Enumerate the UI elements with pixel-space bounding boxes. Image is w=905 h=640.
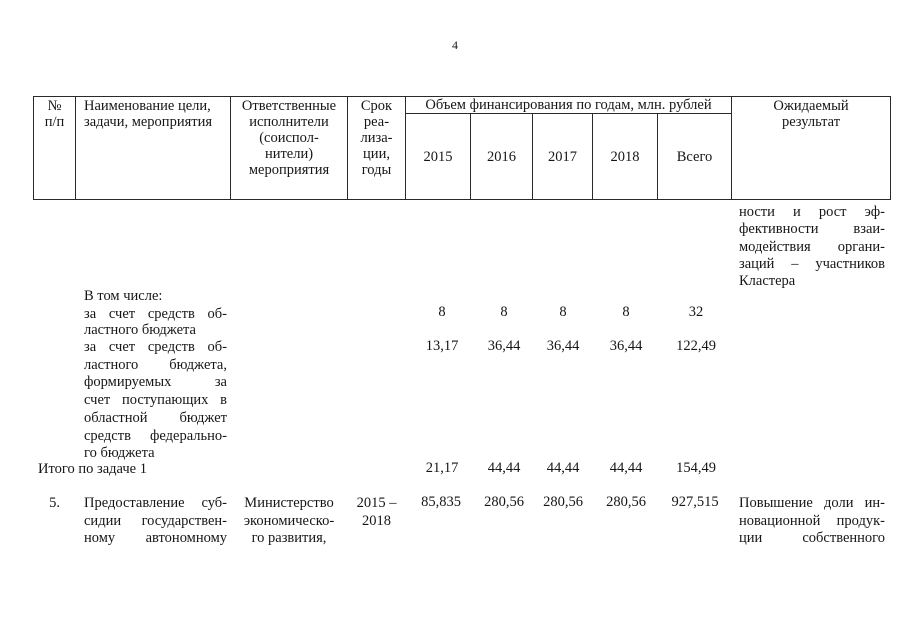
row5-2016: 280,56	[484, 494, 524, 510]
total-2017: 44,44	[546, 460, 580, 476]
header-year-2017: 2017	[548, 149, 577, 165]
total-2018: 44,44	[609, 460, 643, 476]
regional-2017: 8	[559, 304, 567, 320]
row5-2015: 85,835	[421, 494, 461, 510]
header-year-2016: 2016	[487, 149, 516, 165]
header-term: Срок реа- лиза- ции, годы	[360, 98, 393, 178]
total-total: 154,49	[676, 460, 716, 476]
regional-2015: 8	[438, 304, 446, 320]
federal-2018: 36,44	[609, 338, 643, 354]
regional-total: 32	[688, 304, 704, 320]
funding-subheader-line	[405, 113, 731, 114]
header-num: № п/п	[44, 98, 65, 130]
regional-2018: 8	[622, 304, 630, 320]
header-year-2015: 2015	[423, 149, 453, 165]
header-executors: Ответственные исполнители (соиспол- нители) мероприятия	[241, 98, 337, 178]
table-right-border	[890, 96, 891, 200]
federal-2017: 36,44	[546, 338, 580, 354]
row5-2018: 280,56	[606, 494, 646, 510]
federal-2015: 13,17	[425, 338, 459, 354]
total-2016: 44,44	[487, 460, 521, 476]
col-divider-1	[75, 96, 76, 200]
header-funding: Объем финансирования по годам, млн. рублей	[425, 97, 712, 113]
including-label: В том числе:	[84, 288, 163, 304]
row5-2017: 280,56	[543, 494, 583, 510]
federal-budget-label: за счет средств об- ластного бюджета, формируемых за счет поступающих в областной бюджет средств федерально- го бюджета	[84, 339, 227, 462]
table-header-bottom-border	[33, 199, 891, 200]
header-year-2018: 2018	[610, 149, 640, 165]
row5-term: 2015 – 2018	[356, 495, 397, 529]
federal-2016: 36,44	[487, 338, 521, 354]
regional-budget-label: за счет средств об- ластного бюджета	[84, 306, 227, 338]
row5-executor: Министерство экономическо- го развития,	[243, 495, 335, 546]
page-number: 4	[452, 38, 458, 52]
header-total: Всего	[676, 149, 713, 165]
row5-result: Повышение доли ин- новационной продук- ции собственного	[739, 495, 885, 546]
header-result: Ожидаемый результат	[773, 98, 849, 130]
federal-total: 122,49	[676, 338, 716, 354]
total-task1-label: Итого по задаче 1	[38, 461, 147, 477]
row5-name: Предоставление суб- сидии государствен- ному автономному	[84, 495, 227, 546]
row5-total: 927,515	[671, 494, 719, 510]
total-2015: 21,17	[425, 460, 459, 476]
regional-2016: 8	[500, 304, 508, 320]
header-name: Наименование цели, задачи, мероприятия	[84, 98, 213, 130]
result-continued: ности и рост эф- фективности взаи- модействия органи- заций – участников Кластера	[739, 204, 885, 290]
row5-num: 5.	[49, 495, 60, 511]
